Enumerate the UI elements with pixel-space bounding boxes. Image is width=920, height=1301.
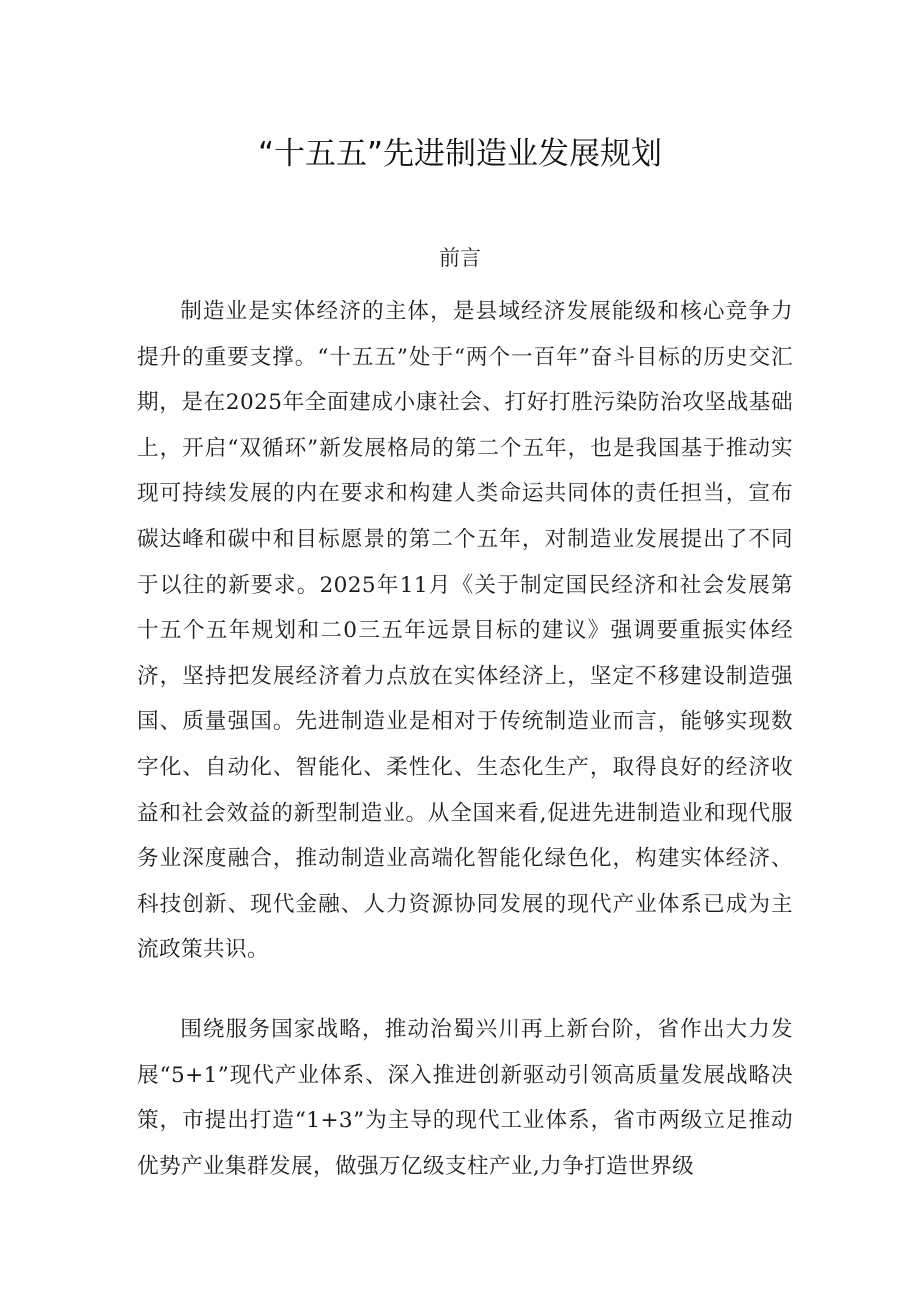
paragraph-preface-2: 围绕服务国家战略，推动治蜀兴川再上新台阶，省作出大力发展“5+1”现代产业体系、深入推进创新驱动引领高质量发展战略决策，市提出打造“1+3”为主导的现代工业体系，省市两级立足推动优势产业集群发展，做强万亿级支柱产业,力争打造世界级 <box>137 1017 793 1179</box>
document-title: “十五五”先进制造业发展规划 <box>257 136 663 172</box>
paragraph-preface-1: 制造业是实体经济的主体，是县域经济发展能级和核心竞争力提升的重要支撑。“十五五”处于“两个一百年”奋斗目标的历史交汇期，是在2025年全面建成小康社会、打好打胜污染防治攻坚战基础上，开启“双循环”新发展格局的第二个五年，也是我国基于推动实现可持续发展的内在要求和构建人类命运共同体的责任担当，宣布碳达峰和碳中和目标愿景的第二个五年，对制造业发展提出了不同于以往的新要求。2025年11月《关于制定国民经济和社会发展第十五个五年规划和二0三五年远景目标的建议》强调要重振实体经济，坚持把发展经济着力点放在实体经济上，坚定不移建设制造强国、质量强国。先进制造业是相对于传统制造业而言，能够实现数字化、自动化、智能化、柔性化、生态化生产，取得良好的经济收益和社会效益的新型制造业。从全国来看,促进先进制造业和现代服务业深度融合，推动制造业高端化智能化绿色化，构建实体经济、科技创新、现代金融、人力资源协同发展的现代产业体系已成为主流政策共识。 <box>137 299 793 963</box>
section-heading-preface: 前言 <box>439 246 481 270</box>
